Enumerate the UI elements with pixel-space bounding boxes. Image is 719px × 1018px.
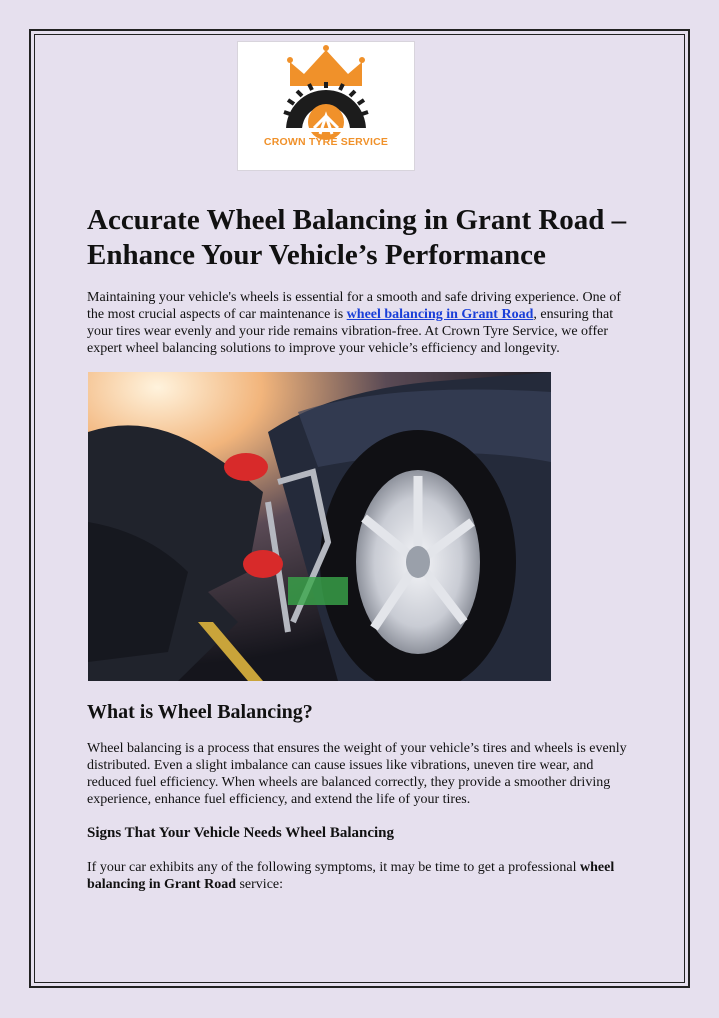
signs-paragraph <box>87 859 637 893</box>
wheel-balancing-link[interactable]: wheel balancing in Grant Road <box>346 307 534 322</box>
section-heading-signs: Signs That Your Vehicle Needs Wheel Balancing <box>87 825 395 841</box>
signs-bold-keyword: wheel balancing in Grant Road <box>87 860 615 892</box>
intro-text-before: Maintaining your vehicle's wheels is essential for a smooth and safe driving experience. One of the most crucial aspects of car maintenance is <box>87 290 621 322</box>
logo-word-crown: CROWN <box>263 136 306 148</box>
crown-tyre-logo <box>238 42 414 170</box>
mechanic-wheel-alignment-photo <box>88 372 551 681</box>
section-body-wheel-balancing: Wheel balancing is a process that ensures the weight of your vehicle’s tires and wheels is evenly distributed. Even a slight imbalance can cause issues like vibrations, uneven tire wear, and reduced fuel efficiency. When wheels are balanced correctly, they provide a smoother driving experience, enhance fuel efficiency, and extend the life of your tires. <box>87 741 627 807</box>
signs-text-before: If your car exhibits any of the following symptoms, it may be time to get a professional <box>87 860 581 875</box>
section-heading-what-is-wheel-balancing: What is Wheel Balancing? <box>87 701 313 723</box>
intro-paragraph <box>87 289 637 357</box>
signs-text-after: service: <box>235 877 284 892</box>
logo-word-tyre-service: TYRE SERVICE <box>308 136 389 148</box>
page-title: Accurate Wheel Balancing in Grant Road – Enhance Your Vehicle’s Performance <box>87 204 627 271</box>
logo-wordmark <box>238 136 414 148</box>
crown-tyre-logo-graphic <box>238 42 414 170</box>
intro-text-after: , ensuring that your tires wear evenly and your ride remains vibration-free. At Crown Tyre Service, we offer expert wheel balancing solutions to improve your vehicle’s efficiency and longevity. <box>87 307 614 356</box>
